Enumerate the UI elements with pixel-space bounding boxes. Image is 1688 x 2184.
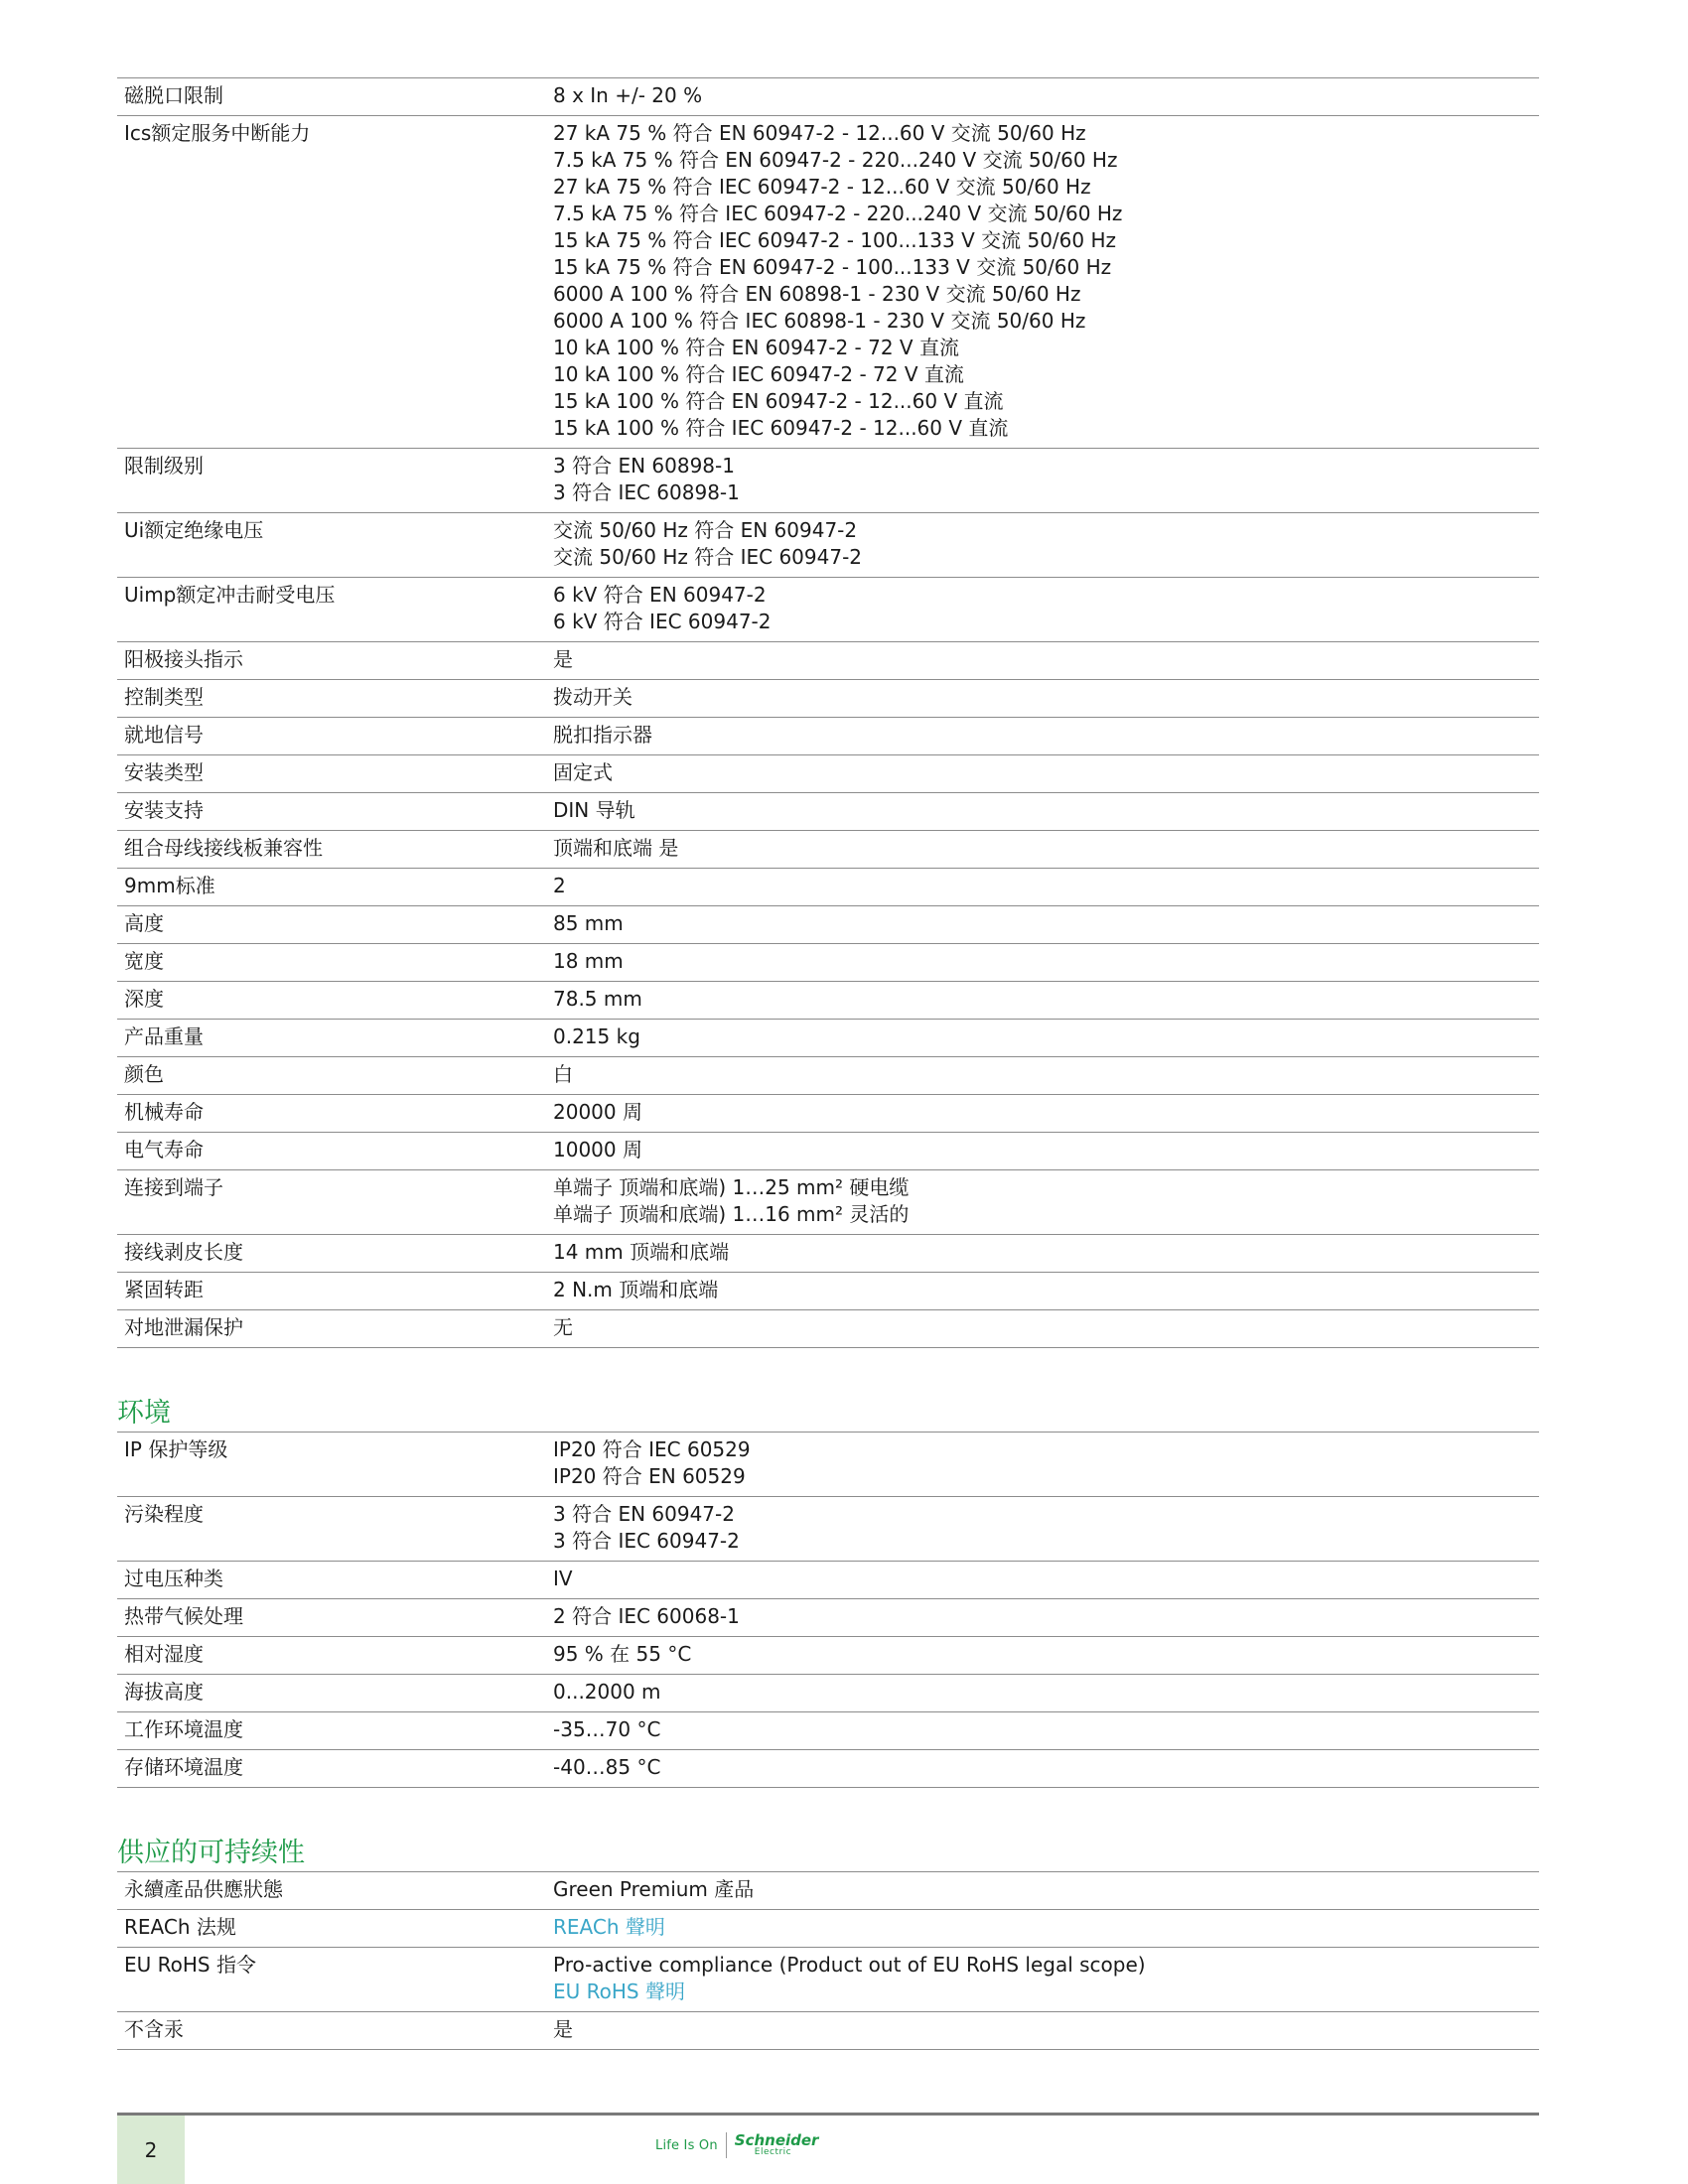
spec-value: 15 kA 75 % 符合 EN 60947-2 - 100...133 V 交流 50/60 Hz bbox=[553, 255, 1112, 279]
table-row bbox=[117, 755, 1539, 793]
spec-label: REACh 法规 bbox=[124, 1915, 236, 1939]
table-row bbox=[117, 1750, 1539, 1788]
table-row bbox=[117, 1057, 1539, 1095]
spec-value: 27 kA 75 % 符合 EN 60947-2 - 12...60 V 交流 50/60 Hz bbox=[553, 121, 1086, 145]
spec-values bbox=[553, 948, 1539, 975]
brand-tagline: Life Is On bbox=[655, 2137, 718, 2153]
spec-value: 2 N.m 顶端和底端 bbox=[553, 1278, 719, 1301]
spec-value: 脱扣指示器 bbox=[553, 723, 652, 747]
section-title-environment: 环境 bbox=[117, 1398, 171, 1429]
spec-values bbox=[553, 1436, 1539, 1490]
spec-label: 对地泄漏保护 bbox=[124, 1315, 243, 1339]
spec-value: 单端子 顶端和底端) 1…16 mm² 灵活的 bbox=[553, 1202, 910, 1226]
schneider-logo bbox=[735, 2133, 819, 2157]
spec-label: 宽度 bbox=[124, 949, 164, 973]
table-row bbox=[117, 944, 1539, 982]
spec-value: 10 kA 100 % 符合 IEC 60947-2 - 72 V 直流 bbox=[553, 362, 964, 386]
spec-label: 9mm标准 bbox=[124, 874, 215, 897]
spec-label: 热带气候处理 bbox=[124, 1604, 243, 1628]
table-row bbox=[117, 869, 1539, 906]
spec-value: IP20 符合 EN 60529 bbox=[553, 1464, 746, 1488]
spec-values bbox=[553, 453, 1539, 506]
table-row bbox=[117, 1133, 1539, 1170]
spec-value: 单端子 顶端和底端) 1…25 mm² 硬电缆 bbox=[553, 1175, 910, 1199]
spec-values bbox=[553, 759, 1539, 786]
spec-value: 3 符合 IEC 60947-2 bbox=[553, 1529, 740, 1553]
spec-label: 机械寿命 bbox=[124, 1100, 204, 1124]
brand-separator bbox=[726, 2132, 727, 2158]
table-row bbox=[117, 78, 1539, 116]
spec-value: 6 kV 符合 IEC 60947-2 bbox=[553, 610, 772, 633]
table-row bbox=[117, 1170, 1539, 1235]
spec-label: 不含汞 bbox=[124, 2017, 184, 2041]
spec-label: 污染程度 bbox=[124, 1502, 204, 1526]
spec-label: 永續產品供應狀態 bbox=[124, 1877, 283, 1901]
table-row bbox=[117, 1712, 1539, 1750]
spec-values bbox=[553, 797, 1539, 824]
table-row bbox=[117, 1273, 1539, 1310]
spec-value: 78.5 mm bbox=[553, 987, 642, 1011]
spec-value: 拨动开关 bbox=[553, 685, 633, 709]
spec-values bbox=[553, 1501, 1539, 1555]
spec-value: 3 符合 EN 60898-1 bbox=[553, 454, 735, 478]
spec-label: Ui额定绝缘电压 bbox=[124, 518, 264, 542]
table-row bbox=[117, 116, 1539, 449]
brand-name: Schneider bbox=[734, 2131, 819, 2149]
spec-label: Uimp额定冲击耐受电压 bbox=[124, 583, 336, 607]
table-row bbox=[117, 1310, 1539, 1348]
spec-value: 3 符合 EN 60947-2 bbox=[553, 1502, 735, 1526]
spec-table-environment bbox=[117, 1432, 1539, 1788]
spec-label: 组合母线接线板兼容性 bbox=[124, 836, 323, 860]
table-row bbox=[117, 793, 1539, 831]
spec-value: 2 bbox=[553, 874, 566, 897]
table-row bbox=[117, 718, 1539, 755]
spec-value: 95 % 在 55 °C bbox=[553, 1642, 692, 1666]
spec-value: 8 x In +/- 20 % bbox=[553, 83, 703, 107]
spec-label: 颜色 bbox=[124, 1062, 164, 1086]
spec-values bbox=[553, 517, 1539, 571]
spec-label: 磁脱口限制 bbox=[124, 83, 223, 107]
spec-values bbox=[553, 1099, 1539, 1126]
spec-values bbox=[553, 1641, 1539, 1668]
spec-value: 固定式 bbox=[553, 760, 613, 784]
table-row bbox=[117, 982, 1539, 1020]
spec-label: Ics额定服务中断能力 bbox=[124, 121, 311, 145]
spec-values bbox=[553, 2016, 1539, 2043]
spec-label: 安装类型 bbox=[124, 760, 204, 784]
spec-values bbox=[553, 1876, 1539, 1903]
spec-value: 14 mm 顶端和底端 bbox=[553, 1240, 730, 1264]
table-row bbox=[117, 1020, 1539, 1057]
table-row bbox=[117, 680, 1539, 718]
spec-value: 18 mm bbox=[553, 949, 624, 973]
spec-values bbox=[553, 835, 1539, 862]
spec-label: 产品重量 bbox=[124, 1024, 204, 1048]
table-row bbox=[117, 1599, 1539, 1637]
table-row bbox=[117, 578, 1539, 642]
spec-value: 交流 50/60 Hz 符合 IEC 60947-2 bbox=[553, 545, 863, 569]
spec-values bbox=[553, 120, 1539, 442]
brand-sub: Electric bbox=[754, 2147, 792, 2157]
spec-values bbox=[553, 1754, 1539, 1781]
spec-label: 连接到端子 bbox=[124, 1175, 223, 1199]
spec-value: 6 kV 符合 EN 60947-2 bbox=[553, 583, 767, 607]
spec-value: 10 kA 100 % 符合 EN 60947-2 - 72 V 直流 bbox=[553, 336, 959, 359]
spec-value: DIN 导轨 bbox=[553, 798, 635, 822]
spec-values bbox=[553, 82, 1539, 109]
spec-value: 15 kA 100 % 符合 IEC 60947-2 - 12...60 V 直流 bbox=[553, 416, 1009, 440]
spec-value: 7.5 kA 75 % 符合 EN 60947-2 - 220...240 V 交流 50/60 Hz bbox=[553, 148, 1118, 172]
spec-label: 紧固转距 bbox=[124, 1278, 204, 1301]
spec-label: 就地信号 bbox=[124, 723, 204, 747]
spec-label: 限制级别 bbox=[124, 454, 204, 478]
spec-value: -35…70 °C bbox=[553, 1717, 661, 1741]
spec-values bbox=[553, 910, 1539, 937]
table-row bbox=[117, 1562, 1539, 1599]
spec-values bbox=[553, 986, 1539, 1013]
table-row bbox=[117, 1910, 1539, 1948]
spec-value: Green Premium 產品 bbox=[553, 1877, 755, 1901]
spec-values bbox=[553, 1277, 1539, 1303]
spec-value: 0...2000 m bbox=[553, 1680, 661, 1704]
spec-values bbox=[553, 1566, 1539, 1592]
spec-value: 6000 A 100 % 符合 IEC 60898-1 - 230 V 交流 50/60 Hz bbox=[553, 309, 1086, 333]
table-row bbox=[117, 2012, 1539, 2050]
spec-value: 无 bbox=[553, 1315, 573, 1339]
spec-values bbox=[553, 722, 1539, 749]
spec-link[interactable]: EU RoHS 聲明 bbox=[553, 1979, 685, 2003]
spec-values bbox=[553, 1952, 1539, 2005]
spec-value: 10000 周 bbox=[553, 1138, 642, 1161]
spec-value: 85 mm bbox=[553, 911, 624, 935]
spec-value: 0.215 kg bbox=[553, 1024, 640, 1048]
spec-label: EU RoHS 指令 bbox=[124, 1953, 256, 1977]
table-row bbox=[117, 1235, 1539, 1273]
spec-value: 20000 周 bbox=[553, 1100, 642, 1124]
spec-label: 工作环境温度 bbox=[124, 1717, 243, 1741]
spec-values bbox=[553, 1061, 1539, 1088]
spec-label: 安装支持 bbox=[124, 798, 204, 822]
spec-values bbox=[553, 1914, 1539, 1941]
spec-values bbox=[553, 1024, 1539, 1050]
footer-divider bbox=[117, 2113, 1539, 2116]
table-row bbox=[117, 1675, 1539, 1712]
table-row bbox=[117, 831, 1539, 869]
spec-value: 是 bbox=[553, 2017, 573, 2041]
spec-value: 3 符合 IEC 60898-1 bbox=[553, 480, 740, 504]
spec-value: 2 符合 IEC 60068-1 bbox=[553, 1604, 740, 1628]
spec-value: IV bbox=[553, 1567, 573, 1590]
spec-value: -40…85 °C bbox=[553, 1755, 661, 1779]
page-number: 2 bbox=[117, 2116, 185, 2184]
spec-label: 海拔高度 bbox=[124, 1680, 204, 1704]
spec-label: 高度 bbox=[124, 911, 164, 935]
spec-values bbox=[553, 1174, 1539, 1228]
spec-label: 过电压种类 bbox=[124, 1567, 223, 1590]
spec-value: Pro-active compliance (Product out of EU RoHS legal scope) bbox=[553, 1953, 1146, 1977]
table-row bbox=[117, 449, 1539, 513]
spec-label: 存储环境温度 bbox=[124, 1755, 243, 1779]
spec-value: 15 kA 100 % 符合 EN 60947-2 - 12...60 V 直流 bbox=[553, 389, 1004, 413]
spec-value: 7.5 kA 75 % 符合 IEC 60947-2 - 220...240 V 交流 50/60 Hz bbox=[553, 202, 1123, 225]
section-title-sustainability: 供应的可持续性 bbox=[117, 1838, 305, 1868]
table-row bbox=[117, 642, 1539, 680]
table-row bbox=[117, 1948, 1539, 2012]
table-row bbox=[117, 1497, 1539, 1562]
spec-label: 接线剥皮长度 bbox=[124, 1240, 243, 1264]
spec-value: 交流 50/60 Hz 符合 EN 60947-2 bbox=[553, 518, 858, 542]
table-row bbox=[117, 513, 1539, 578]
brand-logo bbox=[655, 2130, 818, 2160]
spec-label: IP 保护等级 bbox=[124, 1437, 228, 1461]
table-row bbox=[117, 906, 1539, 944]
spec-values bbox=[553, 646, 1539, 673]
spec-value: IP20 符合 IEC 60529 bbox=[553, 1437, 751, 1461]
spec-values bbox=[553, 1239, 1539, 1266]
spec-values bbox=[553, 1603, 1539, 1630]
spec-table-general bbox=[117, 77, 1539, 1348]
spec-label: 阳极接头指示 bbox=[124, 647, 243, 671]
spec-table-sustainability bbox=[117, 1871, 1539, 2050]
table-row bbox=[117, 1637, 1539, 1675]
spec-label: 控制类型 bbox=[124, 685, 204, 709]
spec-value: 27 kA 75 % 符合 IEC 60947-2 - 12...60 V 交流 50/60 Hz bbox=[553, 175, 1091, 199]
spec-page bbox=[117, 77, 1539, 2050]
spec-value: 是 bbox=[553, 647, 573, 671]
spec-values bbox=[553, 684, 1539, 711]
table-row bbox=[117, 1872, 1539, 1910]
spec-value: 15 kA 75 % 符合 IEC 60947-2 - 100...133 V 交流 50/60 Hz bbox=[553, 228, 1117, 252]
spec-value: 6000 A 100 % 符合 EN 60898-1 - 230 V 交流 50/60 Hz bbox=[553, 282, 1081, 306]
table-row bbox=[117, 1095, 1539, 1133]
spec-values bbox=[553, 1716, 1539, 1743]
spec-values bbox=[553, 1137, 1539, 1163]
spec-value: 白 bbox=[553, 1062, 573, 1086]
spec-values bbox=[553, 1679, 1539, 1706]
spec-link[interactable]: REACh 聲明 bbox=[553, 1915, 665, 1939]
spec-value: 顶端和底端 是 bbox=[553, 836, 679, 860]
spec-values bbox=[553, 873, 1539, 899]
spec-values bbox=[553, 582, 1539, 635]
spec-values bbox=[553, 1314, 1539, 1341]
table-row bbox=[117, 1433, 1539, 1497]
spec-label: 相对湿度 bbox=[124, 1642, 204, 1666]
spec-label: 电气寿命 bbox=[124, 1138, 204, 1161]
spec-label: 深度 bbox=[124, 987, 164, 1011]
